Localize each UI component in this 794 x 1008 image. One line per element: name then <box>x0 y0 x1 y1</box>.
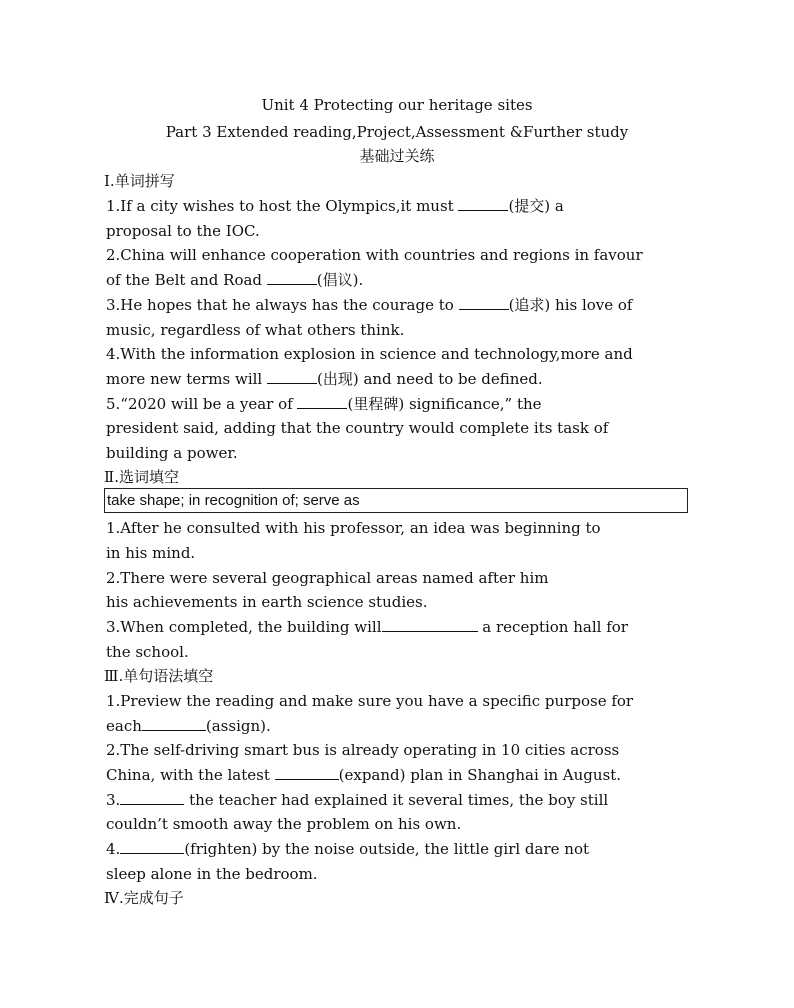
answer-blank[interactable] <box>459 295 509 310</box>
unit-title: Unit 4 Protecting our heritage sites <box>261 96 533 114</box>
s3-q2-line2: China, with the latest (expand) plan in Shanghai in August. <box>106 766 622 784</box>
subtitle: 基础过关练 <box>359 147 435 165</box>
answer-blank[interactable] <box>458 196 508 211</box>
s3-q3-line2: couldn’t smooth away the problem on his own. <box>106 815 462 833</box>
s2-q2-line2: his achievements in earth science studies. <box>106 593 428 611</box>
s2-q2-line1: 2.There were several geographical areas named after him <box>106 569 549 587</box>
answer-blank[interactable] <box>267 270 317 285</box>
section3-heading: Ⅲ.单句语法填空 <box>104 667 214 685</box>
s2-q1-line2: in his mind. <box>106 544 196 562</box>
section4-heading: Ⅳ.完成句子 <box>104 889 184 907</box>
s1-q2-line1: 2.China will enhance cooperation with countries and regions in favour <box>106 246 643 264</box>
s1-q1-line1: 1.If a city wishes to host the Olympics,it must (提交) a <box>106 197 564 215</box>
s1-q3-line1: 3.He hopes that he always has the courage to (追求) his love of <box>106 296 633 314</box>
answer-blank[interactable] <box>120 839 184 854</box>
section2-heading: Ⅱ.选词填空 <box>104 468 179 486</box>
s1-q5-line3: building a power. <box>106 444 238 462</box>
section1-heading: Ⅰ.单词拼写 <box>104 172 175 190</box>
answer-blank[interactable] <box>382 617 478 632</box>
s1-q3-line2: music, regardless of what others think. <box>106 321 405 339</box>
answer-blank[interactable] <box>120 790 184 805</box>
s2-q1-line1: 1.After he consulted with his professor, an idea was beginning to <box>106 519 601 537</box>
s2-q3-line2: the school. <box>106 643 189 661</box>
s1-q5-line1: 5.“2020 will be a year of (里程碑) significance,” the <box>106 395 542 413</box>
word-bank: take shape; in recognition of; serve as <box>107 492 360 509</box>
s1-q2-line2: of the Belt and Road (倡议). <box>106 271 364 289</box>
answer-blank[interactable] <box>267 369 317 384</box>
part-title: Part 3 Extended reading,Project,Assessment &Further study <box>165 123 629 141</box>
s1-q1-line2: proposal to the IOC. <box>106 222 260 240</box>
answer-blank[interactable] <box>142 716 206 731</box>
s1-q4-line2: more new terms will (出现) and need to be defined. <box>106 370 543 388</box>
s2-q3-line1: 3.When completed, the building will a reception hall for <box>106 618 628 636</box>
s3-q1-line1: 1.Preview the reading and make sure you have a specific purpose for <box>106 692 634 710</box>
s1-q4-line1: 4.With the information explosion in science and technology,more and <box>106 345 633 363</box>
s3-q2-line1: 2.The self-driving smart bus is already operating in 10 cities across <box>106 741 620 759</box>
s3-q4-line2: sleep alone in the bedroom. <box>106 865 318 883</box>
answer-blank[interactable] <box>275 765 339 780</box>
s1-q5-line2: president said, adding that the country would complete its task of <box>106 419 609 437</box>
answer-blank[interactable] <box>297 394 347 409</box>
s3-q3-line1: 3. the teacher had explained it several times, the boy still <box>106 791 609 809</box>
s3-q1-line2: each (assign). <box>106 717 271 735</box>
word-bank-box <box>104 488 688 513</box>
s3-q4-line1: 4. (frighten) by the noise outside, the little girl dare not <box>106 840 590 858</box>
